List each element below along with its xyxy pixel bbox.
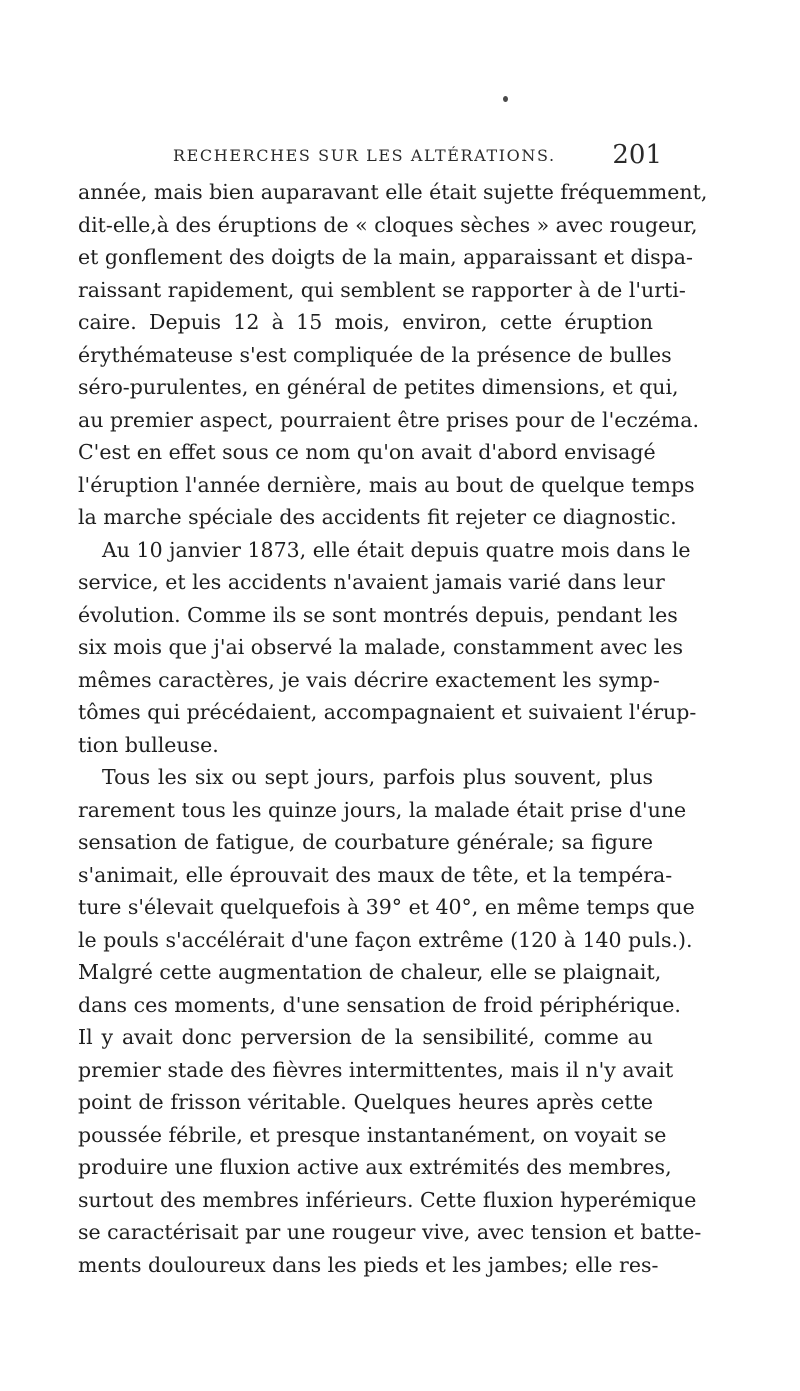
ink-speck <box>503 96 508 102</box>
text-line: se caractérisait par une rougeur vive, avec tension et batte- <box>78 1220 702 1244</box>
body-text <box>78 176 708 1281</box>
text-line: ments douloureux dans les pieds et les jambes; elle res- <box>78 1252 659 1277</box>
text-line: caire. Depuis 12 à 15 mois, environ, cette éruption <box>78 310 653 334</box>
text-line: Tous les six ou sept jours, parfois plus souvent, plus <box>102 765 653 789</box>
text-line: raissant rapidement, qui semblent se rapporter à de l'urti- <box>78 277 686 302</box>
text-line: mêmes caractères, je vais décrire exactement les symp- <box>78 667 660 692</box>
text-line: premier stade des fièvres intermittentes, mais il n'y avait <box>78 1057 674 1082</box>
text-line: produire une fluxion active aux extrémités des membres, <box>78 1155 672 1179</box>
text-line: surtout des membres inférieurs. Cette fluxion hyperémique <box>78 1187 697 1212</box>
text-line: six mois que j'ai observé la malade, constamment avec les <box>78 635 684 659</box>
text-line: séro-purulentes, en général de petites dimensions, et qui, <box>78 375 679 399</box>
text-line: érythémateuse s'est compliquée de la présence de bulles <box>78 342 672 367</box>
text-line: Malgré cette augmentation de chaleur, elle se plaignait, <box>78 960 662 984</box>
text-line: la marche spéciale des accidents fit rejeter ce diagnostic. <box>78 505 677 529</box>
text-line: rarement tous les quinze jours, la malade était prise d'une <box>78 797 687 822</box>
text-line: s'animait, elle éprouvait des maux de tête, et la tempéra- <box>78 862 673 887</box>
text-line: tion bulleuse. <box>78 732 219 757</box>
text-line: Au 10 janvier 1873, elle était depuis quatre mois dans le <box>102 537 691 562</box>
text-line: point de frisson véritable. Quelques heures après cette <box>78 1090 653 1114</box>
text-line: évolution. Comme ils se sont montrés depuis, pendant les <box>78 602 678 627</box>
text-line: et gonflement des doigts de la main, apparaissant et dispa- <box>78 245 693 269</box>
text-line: Il y avait donc perversion de la sensibilité, comme au <box>78 1025 653 1049</box>
text-line: dans ces moments, d'une sensation de froid périphérique. <box>78 992 681 1017</box>
text-line: ture s'élevait quelquefois à 39° et 40°, en même temps que <box>78 895 695 919</box>
text-line: C'est en effet sous ce nom qu'on avait d'abord envisagé <box>78 440 656 464</box>
text-line: dit-elle,à des éruptions de « cloques sèches » avec rougeur, <box>78 212 698 237</box>
text-line: au premier aspect, pourraient être prises pour de l'eczéma. <box>78 407 699 432</box>
running-header <box>80 140 660 170</box>
text-line: le pouls s'accélérait d'une façon extrême (120 à 140 puls.). <box>78 927 693 952</box>
text-line: sensation de fatigue, de courbature générale; sa figure <box>78 830 653 854</box>
text-line: poussée fébrile, et presque instantanément, on voyait se <box>78 1122 667 1147</box>
header-title: RECHERCHES SUR LES ALTÉRATIONS. <box>173 145 556 165</box>
text-line: service, et les accidents n'avaient jamais varié dans leur <box>78 570 665 594</box>
page-number: 201 <box>612 140 662 170</box>
text-line: année, mais bien auparavant elle était sujette fréquemment, <box>78 180 708 204</box>
text-line: tômes qui précédaient, accompagnaient et suivaient l'érup- <box>78 700 697 724</box>
text-line: l'éruption l'année dernière, mais au bout de quelque temps <box>78 472 695 497</box>
